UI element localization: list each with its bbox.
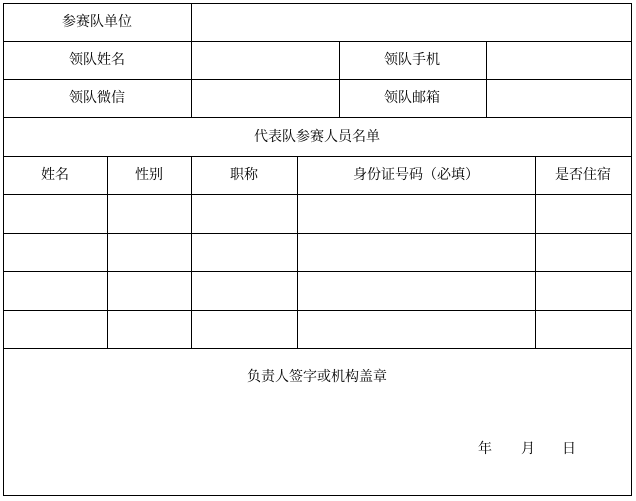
table-row[interactable] bbox=[4, 195, 631, 233]
table-row[interactable] bbox=[4, 311, 631, 348]
date-day-label: 日 bbox=[562, 441, 576, 457]
leader-wechat-label: 领队微信 bbox=[69, 90, 125, 106]
leader-phone-label: 领队手机 bbox=[384, 52, 440, 68]
leader-wechat-field[interactable] bbox=[192, 80, 339, 117]
table-row[interactable] bbox=[4, 234, 631, 271]
form-border-bottom bbox=[3, 495, 632, 496]
leader-phone-field[interactable] bbox=[487, 42, 631, 79]
row-divider bbox=[3, 117, 632, 118]
row-divider bbox=[3, 156, 632, 157]
team-unit-label: 参赛队单位 bbox=[62, 14, 132, 30]
leader-email-field[interactable] bbox=[487, 80, 631, 117]
form-border-right bbox=[631, 3, 632, 496]
date-year-label: 年 bbox=[478, 441, 492, 457]
leader-email-label: 领队邮箱 bbox=[384, 90, 440, 106]
column-header-id-number: 身份证号码（必填） bbox=[353, 167, 479, 183]
column-header-title: 职称 bbox=[230, 167, 258, 183]
column-header-accommodation: 是否住宿 bbox=[555, 167, 611, 183]
column-header-gender: 性别 bbox=[135, 167, 163, 183]
table-row[interactable] bbox=[4, 272, 631, 310]
team-unit-field[interactable] bbox=[192, 4, 631, 41]
column-header-name: 姓名 bbox=[41, 167, 69, 183]
signature-label: 负责人签字或机构盖章 bbox=[247, 369, 387, 385]
date-month-label: 月 bbox=[521, 441, 535, 457]
signature-area[interactable] bbox=[4, 349, 631, 495]
column-divider bbox=[339, 41, 340, 118]
roster-title: 代表队参赛人员名单 bbox=[254, 129, 380, 145]
leader-name-label: 领队姓名 bbox=[69, 52, 125, 68]
leader-name-field[interactable] bbox=[192, 42, 339, 79]
